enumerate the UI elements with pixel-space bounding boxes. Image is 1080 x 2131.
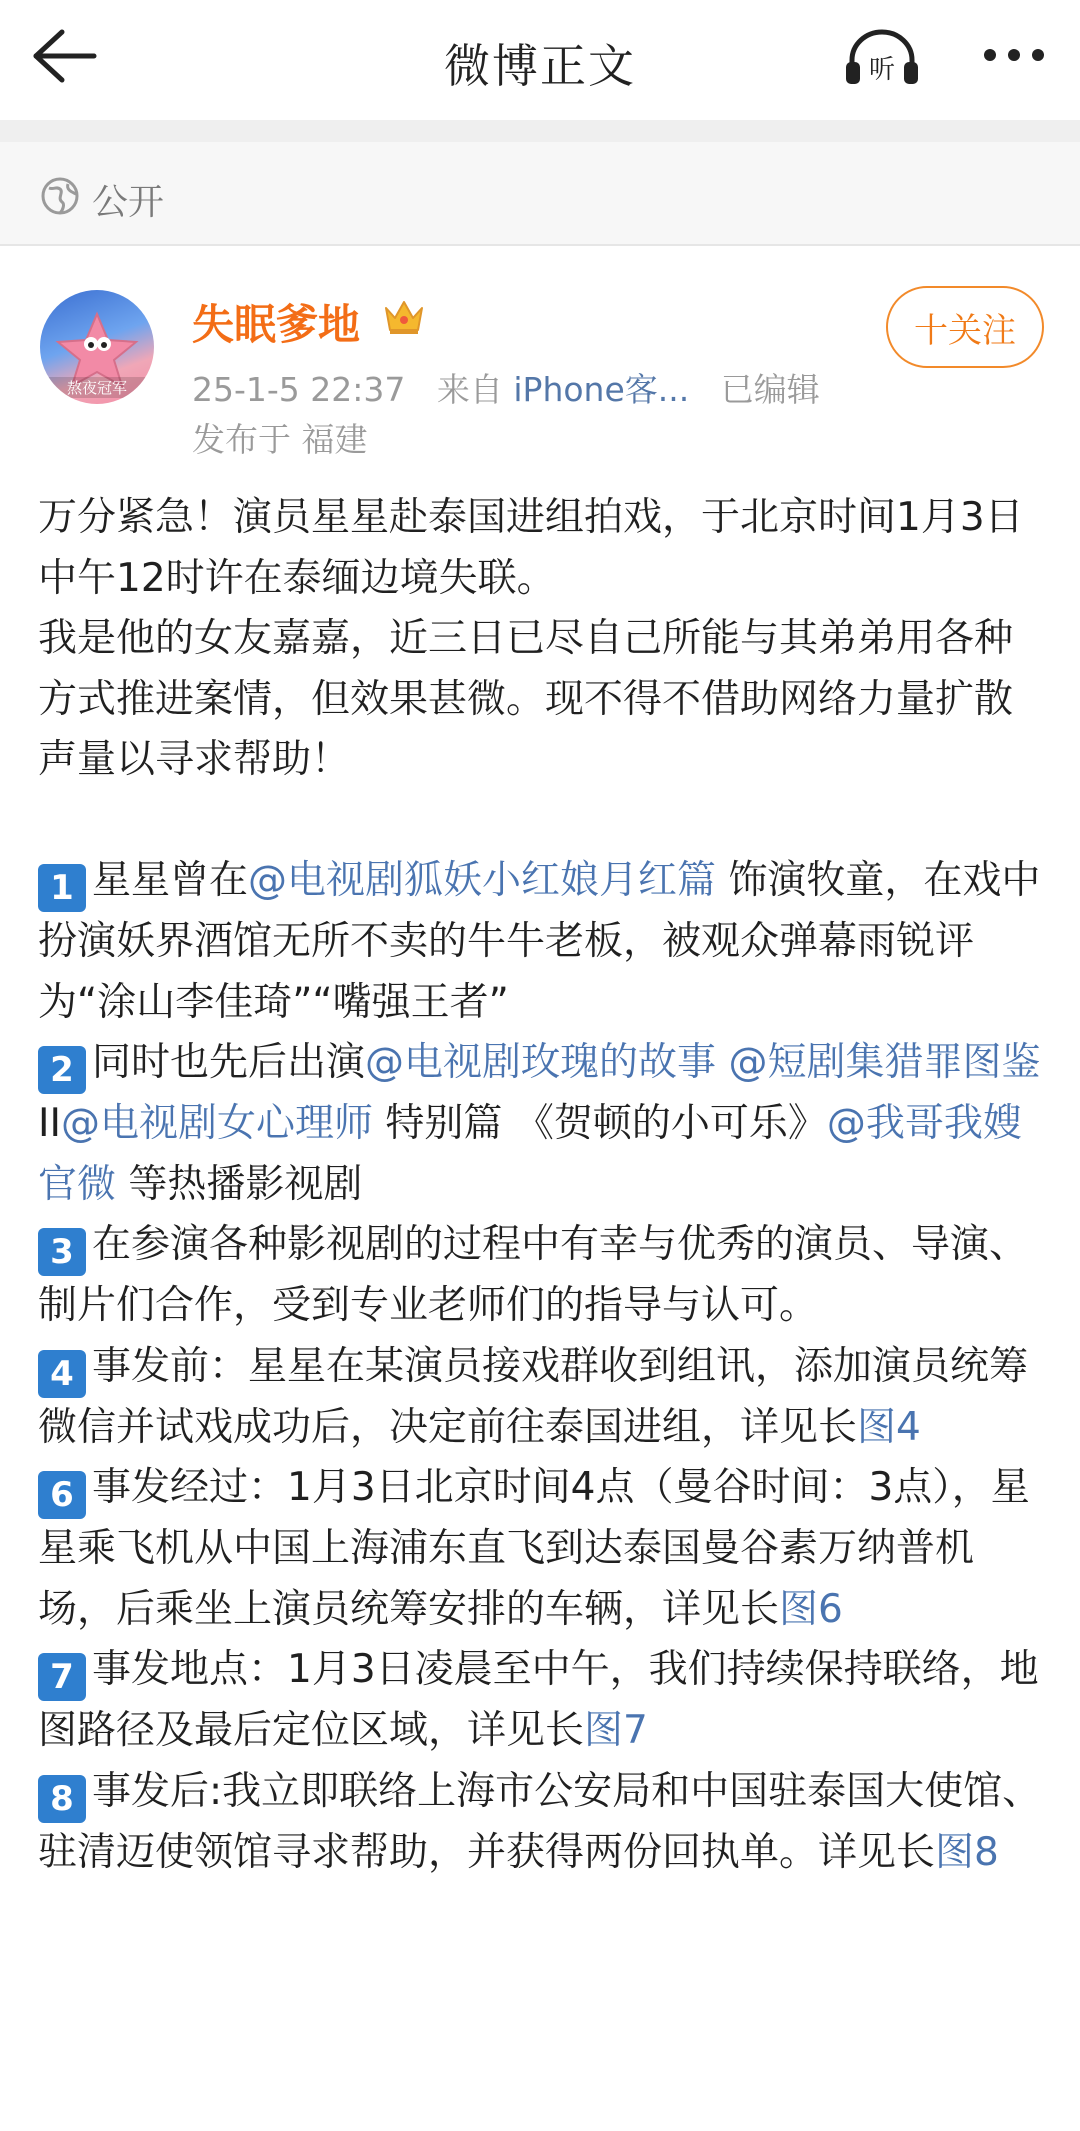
- number-6-icon: 6: [38, 1471, 86, 1519]
- image-link[interactable]: 图8: [935, 1829, 999, 1875]
- item-text: 事发经过：1月3日北京时间4点（曼谷时间：3点），星星乘飞机从中国上海浦东直飞到达泰国曼谷素万纳普机场，后乘坐上演员统筹安排的车辆，详见长: [38, 1465, 1030, 1632]
- list-item: [38, 1033, 1048, 1215]
- list-item: [38, 1762, 1048, 1884]
- image-link[interactable]: 图7: [584, 1708, 648, 1753]
- number-1-icon: 1: [38, 864, 86, 912]
- username[interactable]: 失眠爹地: [192, 300, 361, 349]
- item-text: 事发前：星星在某演员接戏群收到组讯，添加演员统筹微信并试戏成功后，决定前往泰国进组，详见长: [38, 1343, 1029, 1450]
- avatar-caption: 熬夜冠军: [40, 377, 154, 398]
- listen-label: 听: [868, 55, 896, 85]
- list-item: [38, 851, 1048, 1033]
- edited-label: 已编辑: [720, 370, 820, 409]
- number-3-icon: 3: [38, 1228, 86, 1276]
- visibility-row: [0, 142, 1080, 246]
- item-text: 在参演各种影视剧的过程中有幸与优秀的演员、导演、制片们合作，受到专业老师们的指导与认可。: [38, 1222, 1029, 1328]
- item-text: 同时也先后出演: [92, 1040, 366, 1085]
- item-text: II: [38, 1101, 62, 1146]
- number-8-icon: 8: [38, 1775, 86, 1823]
- more-options-icon[interactable]: [980, 42, 1048, 68]
- post-date: 25-1-5 22:37: [192, 370, 406, 409]
- globe-icon: [40, 176, 80, 216]
- post-meta: [192, 364, 820, 411]
- item-text: 等热播影视剧: [116, 1161, 363, 1207]
- visibility-label: 公开: [92, 182, 165, 223]
- mention-link[interactable]: @电视剧狐妖小红娘月红篇: [248, 858, 717, 903]
- from-label: 来自: [436, 370, 503, 409]
- item-text: 事发后:我立即联络上海市公安局和中国驻泰国大使馆、驻清迈使领馆寻求帮助，并获得两份回执单。详见长: [38, 1768, 1042, 1875]
- item-text: 星星曾在: [92, 858, 249, 903]
- top-bar: [0, 0, 1080, 120]
- number-7-icon: 7: [38, 1653, 86, 1701]
- follow-button[interactable]: 十关注: [886, 286, 1044, 368]
- item-text: [716, 1040, 728, 1085]
- page-title: 微博正文: [444, 39, 636, 93]
- list-item: [38, 1640, 1048, 1762]
- image-link[interactable]: 图4: [857, 1404, 921, 1450]
- post-author-header: [0, 248, 1080, 470]
- post-location: 发布于 福建: [192, 420, 368, 459]
- crown-icon: [382, 296, 426, 336]
- post-content: [38, 488, 1048, 1883]
- mention-link[interactable]: @我哥我嫂官微: [38, 1101, 1022, 1207]
- mention-link[interactable]: @电视剧女心理师: [61, 1101, 374, 1146]
- listen-headphone-icon[interactable]: [842, 28, 922, 88]
- list-item: [38, 1458, 1048, 1640]
- list-item: [38, 1215, 1048, 1337]
- post-intro-2: 我是他的女友嘉嘉，近三日已尽自己所能与其弟弟用各种方式推进案情，但效果甚微。现不得不借助网络力量扩散声量以寻求帮助！: [38, 616, 1014, 782]
- number-2-icon: 2: [38, 1046, 86, 1094]
- post-source-link[interactable]: iPhone客...: [513, 370, 690, 409]
- post-intro-1: 万分紧急！演员星星赴泰国进组拍戏，于北京时间1月3日中午12时许在泰缅边境失联。: [38, 495, 1024, 601]
- avatar[interactable]: [40, 290, 154, 404]
- number-4-icon: 4: [38, 1350, 86, 1398]
- header-divider: [0, 120, 1080, 142]
- image-link[interactable]: 图6: [779, 1586, 843, 1632]
- paragraph-spacer: [38, 791, 1048, 852]
- item-text: 事发地点：1月3日凌晨至中午，我们持续保持联络，地图路径及最后定位区域，详见长: [38, 1647, 1039, 1753]
- item-text: 饰演牧童，在戏中扮演妖界酒馆无所不卖的牛牛老板，被观众弹幕雨锐评为“涂山李佳琦”“嘴强王者”: [38, 858, 1041, 1025]
- item-text: 特别篇 《贺顿的小可乐》: [373, 1101, 827, 1146]
- mention-link[interactable]: @电视剧玫瑰的故事: [365, 1040, 717, 1085]
- mention-link[interactable]: @短剧集猎罪图鉴: [728, 1040, 1041, 1085]
- list-item: [38, 1337, 1048, 1459]
